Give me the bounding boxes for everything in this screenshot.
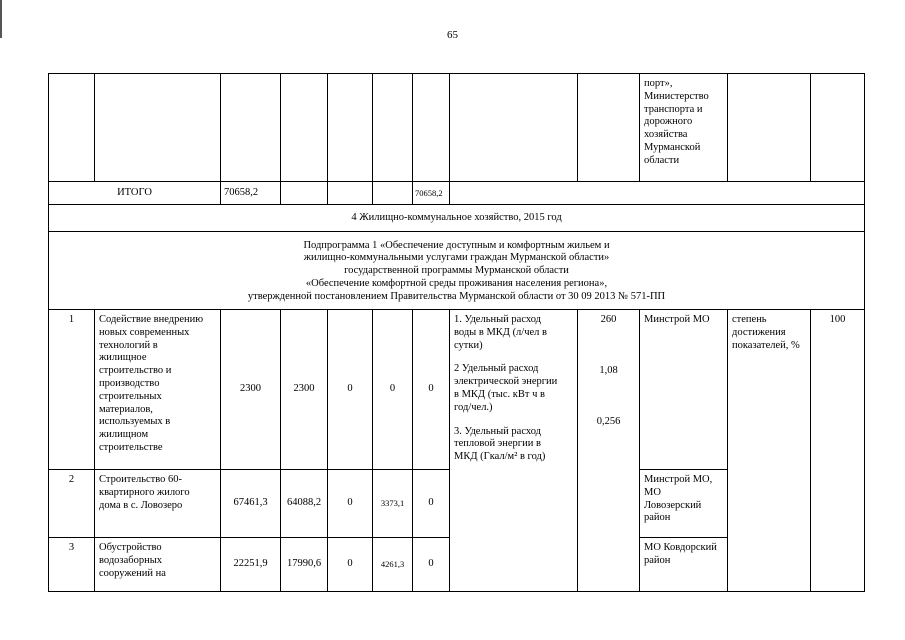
cell-empty (281, 182, 328, 205)
indicator-values-cell (578, 310, 640, 592)
total-value: 70658,2 (221, 182, 281, 205)
program-table (48, 73, 865, 592)
funding-col4: 0 (413, 470, 450, 538)
indicator-name: 3. Удельный расход тепловой энергии в МКД (Гкал/м² в год) (454, 425, 546, 463)
table-row (49, 310, 865, 470)
executor-cell: Минстрой МО, МО Ловозерский район (640, 470, 728, 538)
funding-total: 2300 (221, 310, 281, 470)
cell-empty (373, 74, 413, 182)
subprogram-row (49, 232, 865, 310)
funding-col2: 0 (328, 310, 373, 470)
indicator-value: 260 (600, 314, 617, 325)
total-label: ИТОГО (49, 182, 221, 205)
total-last-value: 70658,2 (413, 182, 450, 205)
indicator-value: 0,256 (596, 415, 621, 427)
indicator-name: 2 Удельный расход электрической энергии в МКД (тыс. кВт ч в год/чел.) (454, 363, 558, 413)
funding-col4: 0 (413, 310, 450, 470)
measure-name: Содействие внедрению новых современных технологий в жилищное строительство и производство строительных материалов, используемых в жилищном строительстве (95, 310, 221, 470)
cell-empty (728, 74, 811, 182)
cell-empty (221, 74, 281, 182)
subprogram-title: Подпрограмма 1 «Обеспечение доступным и комфортным жильем и жилищно-коммунальными услугами граждан Мурманской области» государственной программы Мурманской области «Обеспечение комфортной среды проживания населения региона», утвержденной постановлением Правительства Мурманской области от 30 09 2013 № 571-ПП (49, 232, 865, 310)
cell-empty (281, 74, 328, 182)
executor-cell: МО Ковдорский район (640, 538, 728, 592)
row-number: 1 (49, 310, 95, 470)
section-title: 4 Жилищно-коммунальное хозяйство, 2015 год (49, 205, 865, 232)
target-value: 100 (811, 310, 865, 592)
funding-col1: 17990,6 (281, 538, 328, 592)
cell-empty (450, 182, 865, 205)
total-row (49, 182, 865, 205)
indicator-value: 1,08 (599, 364, 618, 376)
cell-empty (413, 74, 450, 182)
cell-empty (49, 74, 95, 182)
cell-empty (811, 74, 865, 182)
measure-name: Обустройство водозаборных сооружений на (95, 538, 221, 592)
page-number: 65 (447, 29, 458, 41)
criterion-cell: степень достижения показателей, % (728, 310, 811, 592)
cell-empty (328, 74, 373, 182)
funding-col3: 0 (373, 310, 413, 470)
funding-total: 22251,9 (221, 538, 281, 592)
executor-cell: Минстрой МО (640, 310, 728, 470)
funding-col1: 64088,2 (281, 470, 328, 538)
cell-empty (450, 74, 578, 182)
funding-col3: 3373,1 (373, 470, 413, 538)
funding-col2: 0 (328, 470, 373, 538)
funding-col1: 2300 (281, 310, 328, 470)
executor-cell: порт», Министерство транспорта и дорожного хозяйства Мурманской области (640, 74, 728, 182)
funding-col2: 0 (328, 538, 373, 592)
row-number: 2 (49, 470, 95, 538)
continuation-row (49, 74, 865, 182)
funding-col3: 4261,3 (373, 538, 413, 592)
cell-empty (578, 74, 640, 182)
cell-empty (328, 182, 373, 205)
cell-empty (373, 182, 413, 205)
row-number: 3 (49, 538, 95, 592)
funding-col4: 0 (413, 538, 450, 592)
funding-total: 67461,3 (221, 470, 281, 538)
indicators-cell (450, 310, 578, 592)
indicator-name: 1. Удельный расход воды в МКД (л/чел в сутки) (454, 314, 547, 351)
section-row (49, 205, 865, 232)
measure-name: Строительство 60- квартирного жилого дома в с. Ловозеро (95, 470, 221, 538)
cell-empty (95, 74, 221, 182)
